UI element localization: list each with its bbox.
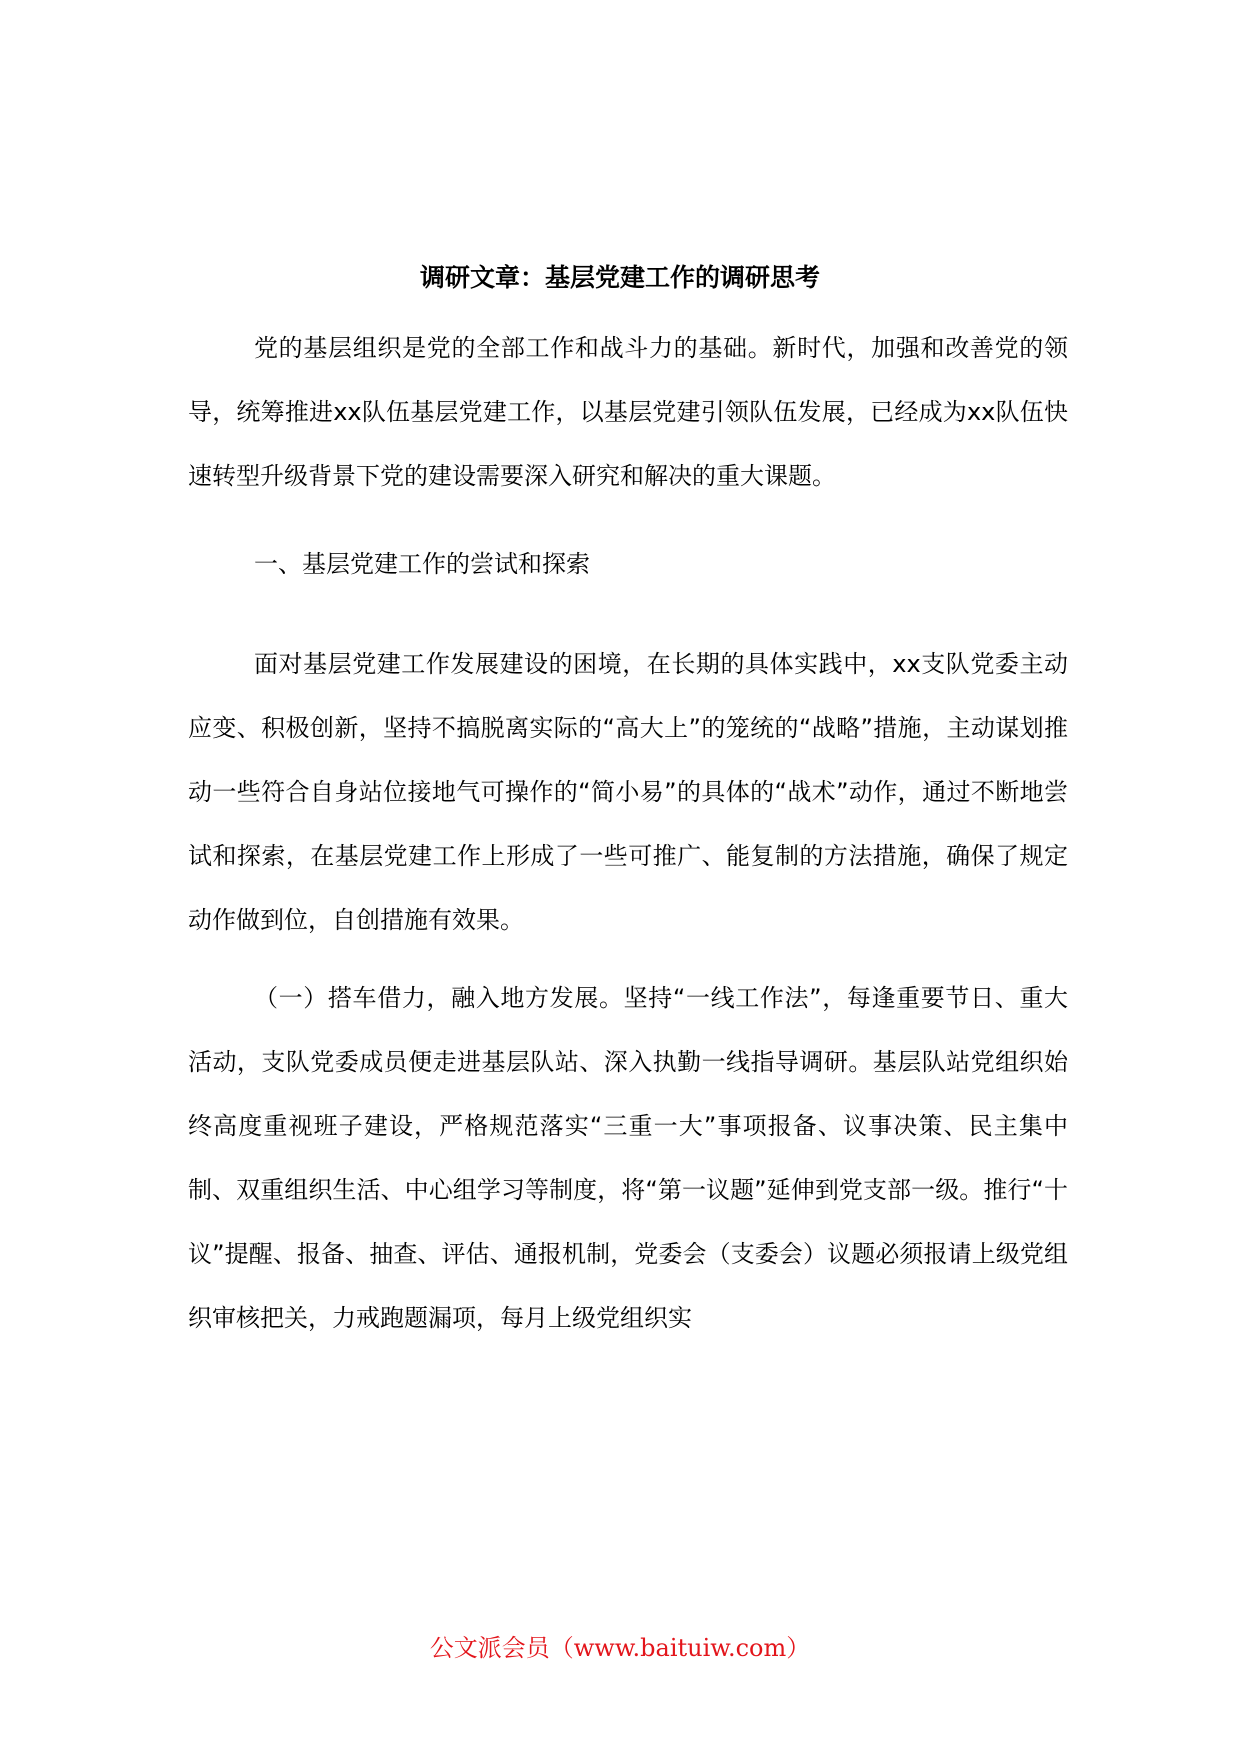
- footer-url: www.baituiw.com: [573, 1634, 787, 1662]
- footer-suffix: ）: [786, 1634, 811, 1662]
- footer-watermark: [0, 1628, 1240, 1663]
- body-paragraph-2: （一）搭车借力，融入地方发展。坚持“一线工作法”，每逢重要节日、重大活动，支队党委成员便走进基层队站、深入执勤一线指导调研。基层队站党组织始终高度重视班子建设，严格规范落实“三重一大”事项报备、议事决策、民主集中制、双重组织生活、中心组学习等制度，将“第一议题”延伸到党支部一级。推行“十议”提醒、报备、抽查、评估、通报机制，党委会（支委会）议题必须报请上级党组织审核把关，力戒跑题漏项，每月上级党组织实: [188, 984, 1068, 1332]
- document-title: 调研文章：基层党建工作的调研思考: [419, 263, 820, 292]
- footer-prefix: 公文派会员（: [429, 1634, 574, 1662]
- body-paragraph-1: 面对基层党建工作发展建设的困境，在长期的具体实践中，xx支队党委主动应变、积极创新，坚持不搞脱离实际的“高大上”的笼统的“战略”措施，主动谋划推动一些符合自身站位接地气可操作的“简小易”的具体的“战术”动作，通过不断地尝试和探索，在基层党建工作上形成了一些可推广、能复制的方法措施，确保了规定动作做到位，自创措施有效果。: [188, 650, 1068, 934]
- section-heading-1: 一、基层党建工作的尝试和探索: [254, 550, 590, 578]
- intro-paragraph: 党的基层组织是党的全部工作和战斗力的基础。新时代，加强和改善党的领导，统筹推进xx队伍基层党建工作，以基层党建引领队伍发展，已经成为xx队伍快速转型升级背景下党的建设需要深入研究和解决的重大课题。: [188, 334, 1068, 490]
